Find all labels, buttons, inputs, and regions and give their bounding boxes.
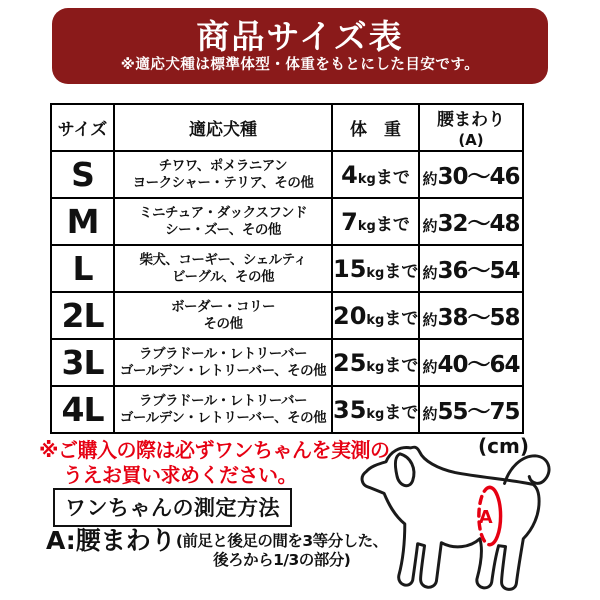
waist-marker-label: A — [478, 507, 493, 528]
weight-cell — [332, 198, 419, 245]
waist-cell — [419, 339, 523, 386]
waist-range: 32〜48 — [437, 211, 520, 237]
waist-range: 40〜64 — [437, 352, 520, 378]
size-cell: S — [51, 151, 114, 198]
table-row — [51, 386, 523, 433]
header-banner — [52, 8, 548, 84]
breed-line-2: その他 — [203, 315, 243, 332]
waist-prefix: 約 — [422, 217, 438, 235]
breed-cell — [114, 245, 332, 292]
weight-unit: kg — [366, 265, 385, 281]
weight-cell — [332, 292, 419, 339]
purchase-note-line2: うえお買い求めください。 — [63, 463, 297, 487]
weight-suffix: まで — [384, 308, 419, 329]
table-header-row — [51, 104, 523, 151]
size-cell: L — [51, 245, 114, 292]
weight-suffix: まで — [375, 167, 410, 188]
weight-suffix: まで — [375, 214, 410, 235]
breed-line-2: シー・ズー、その他 — [165, 221, 281, 238]
waist-cell — [419, 292, 523, 339]
waist-cell — [419, 386, 523, 433]
waist-explanation-label: A:腰まわり — [46, 526, 176, 555]
table-row — [51, 151, 523, 198]
weight-unit: kg — [366, 359, 385, 375]
waist-range: 55〜75 — [437, 399, 520, 425]
purchase-note-line1: ※ご購入の際は必ずワンちゃんを実測の — [39, 438, 390, 462]
waist-prefix: 約 — [422, 405, 438, 423]
breed-line-1: 柴犬、コーギー、シェルティ — [139, 251, 307, 268]
header-waist-line2: (A) — [458, 131, 484, 149]
table-row — [51, 292, 523, 339]
waist-range: 36〜54 — [437, 258, 520, 284]
weight-unit: kg — [357, 171, 376, 187]
breed-line-1: チワワ、ポメラニアン — [158, 157, 288, 174]
header-breeds: 適応犬種 — [114, 104, 332, 151]
waist-cell — [419, 151, 523, 198]
breed-line-1: ラブラドール・レトリーバー — [138, 392, 308, 409]
header-size: サイズ — [51, 104, 114, 151]
weight-suffix: まで — [384, 402, 419, 423]
weight-suffix: まで — [384, 261, 419, 282]
table-row — [51, 339, 523, 386]
breed-cell — [114, 151, 332, 198]
breed-line-1: ミニチュア・ダックスフンド — [139, 204, 307, 221]
breed-line-2: ゴールデン・レトリーバー、その他 — [119, 362, 327, 379]
weight-value: 15 — [333, 254, 367, 283]
waist-prefix: 約 — [422, 264, 438, 282]
weight-value: 7 — [341, 207, 358, 236]
page-subtitle: ※適応犬種は標準体型・体重をもとにした目安です。 — [120, 57, 480, 73]
waist-cell — [419, 245, 523, 292]
weight-suffix: まで — [384, 355, 419, 376]
breed-cell — [114, 198, 332, 245]
weight-unit: kg — [366, 406, 385, 422]
header-waist-line1: 腰まわり — [437, 110, 505, 130]
weight-value: 35 — [333, 395, 367, 424]
waist-range: 38〜58 — [437, 305, 520, 331]
breed-line-2: ヨークシャー・テリア、その他 — [132, 174, 314, 191]
page-title: 商品サイズ表 — [196, 17, 404, 56]
waist-prefix: 約 — [422, 170, 438, 188]
size-table — [50, 103, 524, 434]
header-waist — [419, 104, 523, 151]
breed-cell — [114, 339, 332, 386]
dog-ear — [395, 454, 414, 486]
weight-value: 25 — [333, 348, 367, 377]
weight-cell — [332, 386, 419, 433]
size-cell: 3L — [51, 339, 114, 386]
breed-line-1: ラブラドール・レトリーバー — [138, 345, 308, 362]
dog-illustration — [352, 440, 584, 598]
table-row — [51, 198, 523, 245]
weight-unit: kg — [366, 312, 385, 328]
waist-prefix: 約 — [422, 358, 438, 376]
waist-cell — [419, 198, 523, 245]
table-row — [51, 245, 523, 292]
size-cell: 4L — [51, 386, 114, 433]
breed-cell — [114, 292, 332, 339]
purchase-note — [39, 438, 389, 488]
unit-label: (cm) — [478, 434, 529, 458]
weight-value: 4 — [341, 160, 358, 189]
waist-desc-line2: 後ろから1/3の部分) — [213, 551, 351, 569]
weight-cell — [332, 339, 419, 386]
waist-desc-line1: (前足と後足の間を3等分した、 — [175, 532, 388, 550]
size-cell: 2L — [51, 292, 114, 339]
weight-cell — [332, 245, 419, 292]
measurement-method-box: ワンちゃんの測定方法 — [53, 488, 292, 527]
weight-unit: kg — [357, 218, 376, 234]
waist-explanation — [46, 526, 388, 570]
weight-cell — [332, 151, 419, 198]
breed-line-2: ゴールデン・レトリーバー、その他 — [119, 409, 327, 426]
breed-line-2: ビーグル、その他 — [172, 268, 274, 285]
waist-range: 30〜46 — [437, 164, 520, 190]
breed-cell — [114, 386, 332, 433]
waist-prefix: 約 — [422, 311, 438, 329]
breed-line-1: ボーダー・コリー — [171, 298, 275, 315]
weight-value: 20 — [333, 301, 367, 330]
size-cell: M — [51, 198, 114, 245]
header-weight: 体 重 — [332, 104, 419, 151]
